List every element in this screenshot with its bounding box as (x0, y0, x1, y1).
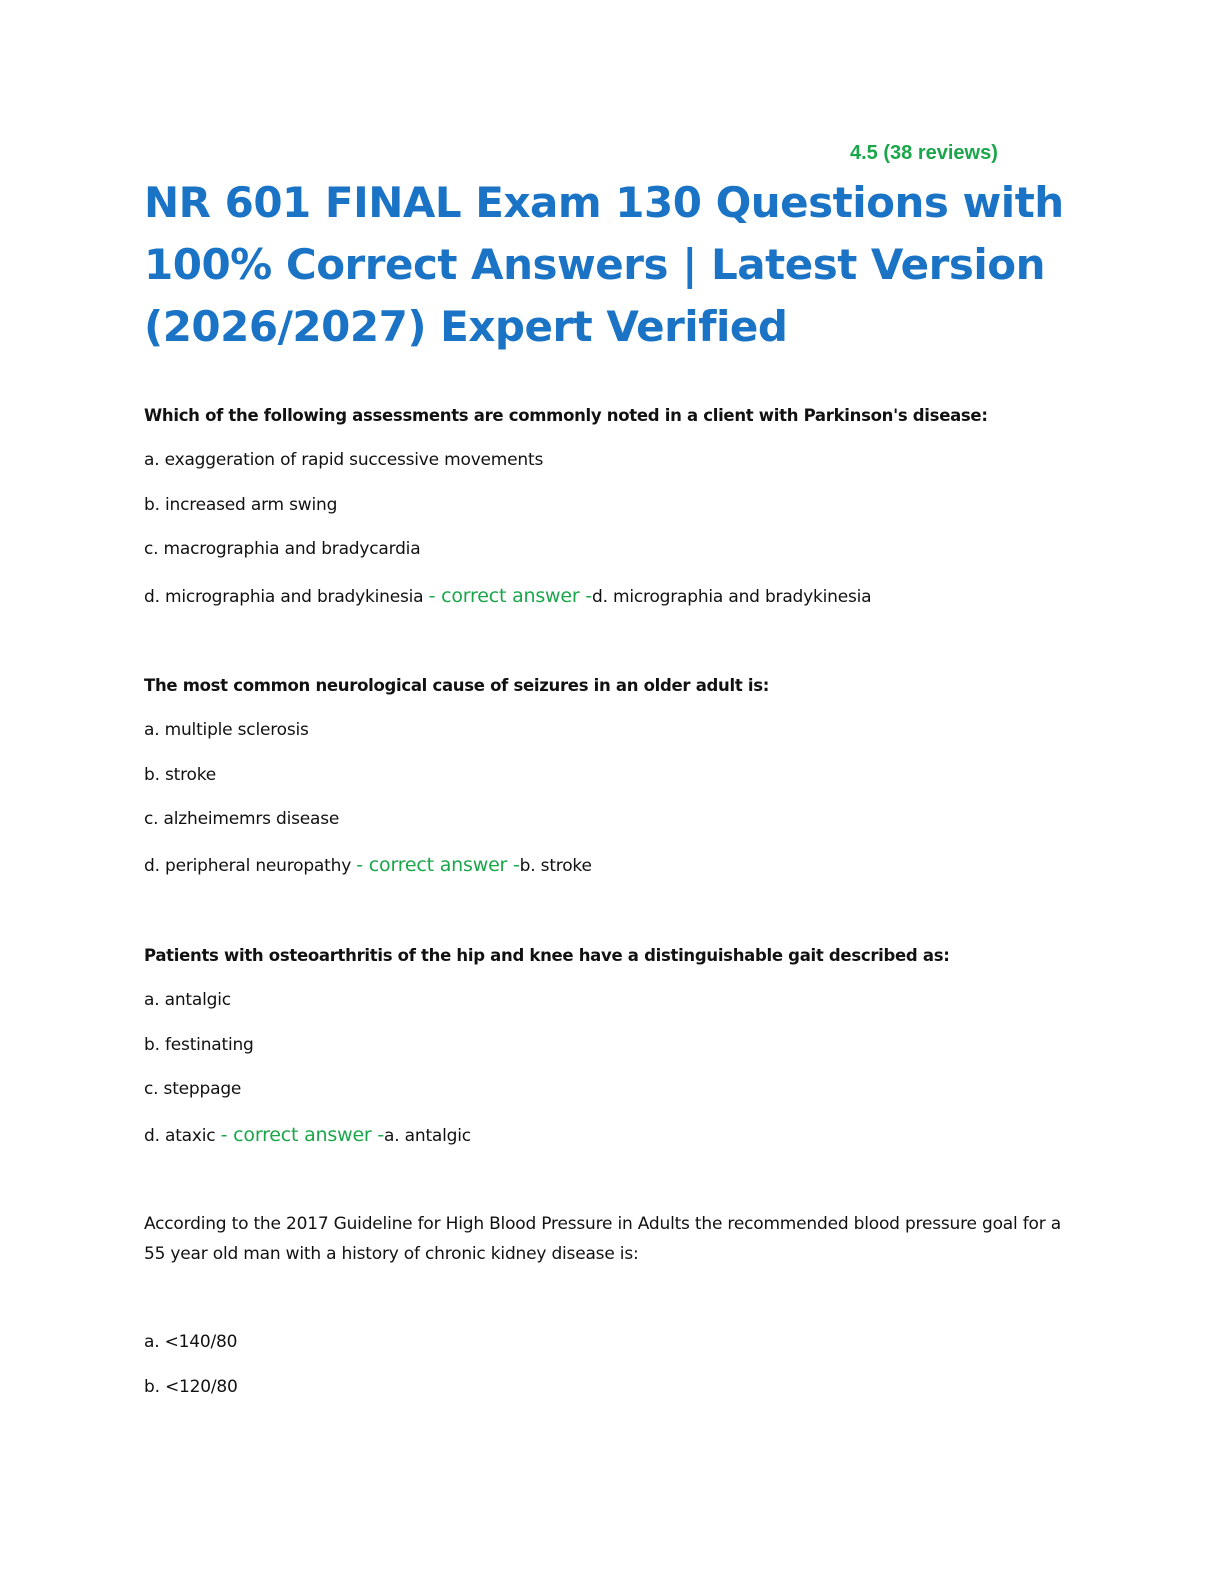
question-block (144, 674, 1064, 876)
option-with-answer (144, 1123, 471, 1148)
correct-answer-marker: - correct answer - (356, 854, 520, 876)
option: b. stroke (144, 765, 217, 785)
option-with-answer (144, 584, 871, 609)
question-text: According to the 2017 Guideline for High Blood Pressure in Adults the recommended blood pressure goal for a 55 year old man with a history of chronic kidney disease is: (144, 1214, 1061, 1264)
option: a. <140/80 (144, 1332, 238, 1352)
question-block (144, 404, 1064, 607)
option: a. multiple sclerosis (144, 720, 309, 740)
question-text: Patients with osteoarthritis of the hip and knee have a distinguishable gait described as: (144, 946, 950, 965)
answer-text: a. antalgic (384, 1126, 471, 1146)
option: b. <120/80 (144, 1377, 238, 1397)
rating-text: 4.5 (38 reviews) (850, 142, 998, 164)
option: a. exaggeration of rapid successive movements (144, 450, 544, 470)
option: b. increased arm swing (144, 495, 338, 515)
question-text: Which of the following assessments are commonly noted in a client with Parkinson's disease: (144, 406, 988, 425)
question-block (144, 944, 1064, 1146)
option: c. alzheimemrs disease (144, 809, 340, 829)
question-block (144, 1209, 1064, 1397)
question-text: The most common neurological cause of seizures in an older adult is: (144, 676, 770, 695)
option: d. micrographia and bradykinesia (144, 587, 424, 607)
correct-answer-marker: - correct answer - (220, 1124, 385, 1146)
option: b. festinating (144, 1035, 254, 1055)
option: d. peripheral neuropathy (144, 856, 352, 876)
option: a. antalgic (144, 990, 231, 1010)
answer-text: d. micrographia and bradykinesia (592, 587, 872, 607)
answer-text: b. stroke (519, 856, 592, 876)
option: c. steppage (144, 1079, 242, 1099)
correct-answer-marker: - correct answer - (428, 585, 592, 607)
option-with-answer (144, 853, 592, 878)
option: d. ataxic (144, 1126, 216, 1146)
document-title: NR 601 FINAL Exam 130 Questions with 100% Correct Answers | Latest Version (2026/2027) Expert Verified (144, 178, 1064, 351)
option: c. macrographia and bradycardia (144, 539, 421, 559)
